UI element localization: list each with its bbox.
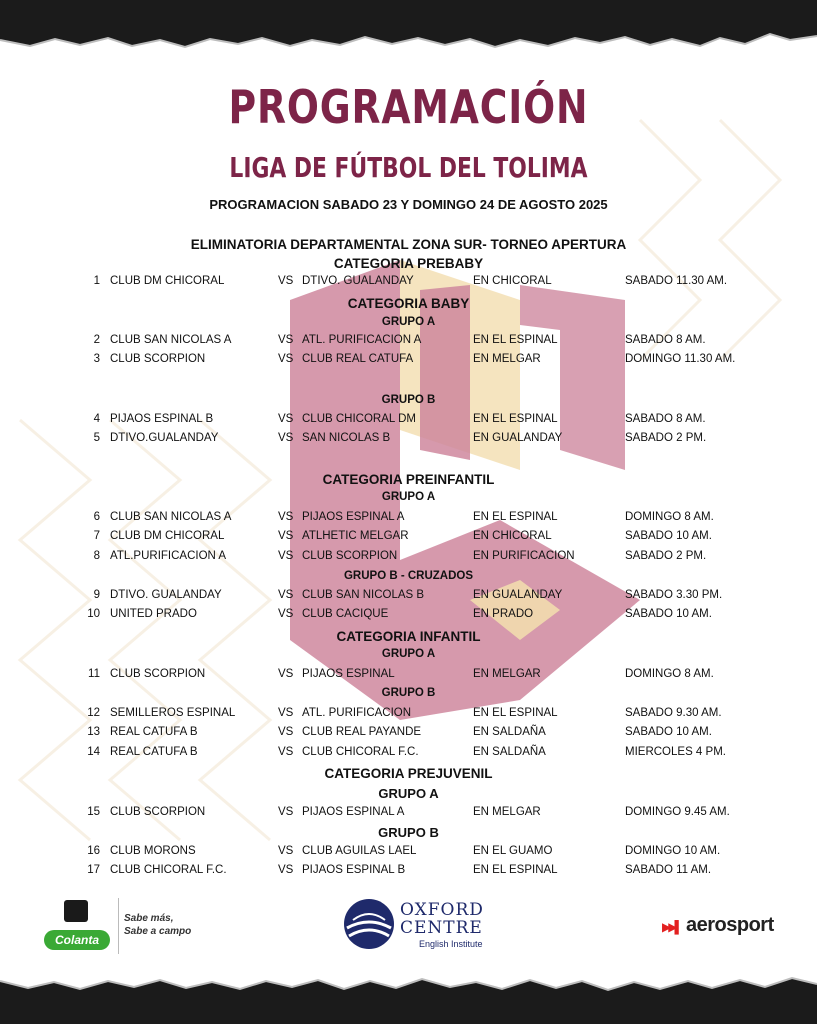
match-num: 13: [87, 726, 100, 738]
match-home: CLUB SAN NICOLAS A: [110, 334, 232, 346]
match-venue: EN SALDAÑA: [473, 746, 546, 758]
match-time: MIERCOLES 4 PM.: [625, 746, 726, 758]
match-away: DTIVO. GUALANDAY: [302, 275, 414, 287]
match-num: 15: [87, 806, 100, 818]
page-title: PROGRAMACIÓN: [228, 80, 589, 134]
match-num: 4: [93, 413, 100, 425]
colanta-wordmark: Colanta: [44, 930, 110, 950]
match-away: PIJAOS ESPINAL: [302, 668, 395, 680]
category-heading-infantil: CATEGORIA INFANTIL: [336, 629, 481, 644]
match-vs: VS: [278, 413, 294, 425]
match-venue: EN EL ESPINAL: [473, 334, 558, 346]
match-time: SABADO 9.30 AM.: [625, 707, 722, 719]
category-heading-prebaby: CATEGORIA PREBABY: [333, 256, 484, 271]
match-vs: VS: [278, 707, 294, 719]
match-home: DTIVO. GUALANDAY: [110, 589, 222, 601]
match-venue: EN GUALANDAY: [473, 589, 563, 601]
match-row: [0, 511, 817, 527]
match-row: [0, 353, 817, 369]
match-row: [0, 550, 817, 566]
match-venue: EN EL ESPINAL: [473, 413, 558, 425]
match-row: [0, 530, 817, 546]
match-time: SABADO 10 AM.: [625, 608, 712, 620]
match-time: DOMINGO 8 AM.: [625, 511, 714, 523]
match-home: REAL CATUFA B: [110, 746, 198, 758]
group-heading-preinfantil-b: GRUPO B - CRUZADOS: [343, 570, 474, 582]
group-heading-preinfantil-a: GRUPO A: [381, 491, 436, 503]
match-home: REAL CATUFA B: [110, 726, 198, 738]
match-num: 1: [93, 275, 100, 287]
oxford-line-3: English Institute: [419, 939, 483, 949]
colanta-logo: [44, 900, 114, 960]
match-away: ATL. PURIFICACION A: [302, 334, 422, 346]
match-row: [0, 707, 817, 723]
category-heading-preinfantil: CATEGORIA PREINFANTIL: [322, 472, 495, 487]
match-away: CLUB REAL PAYANDE: [302, 726, 422, 738]
group-heading-baby-b: GRUPO B: [381, 394, 436, 406]
tournament-heading: ELIMINATORIA DEPARTAMENTAL ZONA SUR- TORNEO APERTURA: [190, 237, 627, 252]
match-home: CLUB SCORPION: [110, 668, 206, 680]
match-row: [0, 746, 817, 762]
match-vs: VS: [278, 550, 294, 562]
match-time: SABADO 2 PM.: [625, 432, 707, 444]
match-num: 3: [93, 353, 100, 365]
match-vs: VS: [278, 806, 294, 818]
match-vs: VS: [278, 511, 294, 523]
match-row: [0, 589, 817, 605]
match-home: CLUB MORONS: [110, 845, 196, 857]
match-num: 8: [93, 550, 100, 562]
group-heading-infantil-a: GRUPO A: [381, 648, 436, 660]
group-heading-prejuvenil-b: GRUPO B: [378, 825, 439, 840]
match-time: SABADO 10 AM.: [625, 726, 712, 738]
schedule-date: PROGRAMACION SABADO 23 Y DOMINGO 24 DE AGOSTO 2025: [209, 197, 608, 212]
group-heading-baby-a: GRUPO A: [381, 316, 436, 328]
match-vs: VS: [278, 530, 294, 542]
match-time: SABADO 2 PM.: [625, 550, 707, 562]
match-home: UNITED PRADO: [110, 608, 197, 620]
match-venue: EN CHICORAL: [473, 275, 552, 287]
match-row: [0, 275, 817, 291]
match-time: SABADO 3.30 PM.: [625, 589, 723, 601]
match-time: SABADO 11 AM.: [625, 864, 712, 876]
match-row: [0, 334, 817, 350]
aerosport-arrows-icon: ▶▶▌: [662, 920, 680, 934]
match-away: SAN NICOLAS B: [302, 432, 391, 444]
match-time: SABADO 10 AM.: [625, 530, 712, 542]
match-venue: EN PURIFICACION: [473, 550, 575, 562]
match-venue: EN MELGAR: [473, 353, 541, 365]
match-row: [0, 608, 817, 624]
match-vs: VS: [278, 275, 294, 287]
match-away: ATL. PURIFICACION: [302, 707, 412, 719]
match-home: DTIVO.GUALANDAY: [110, 432, 219, 444]
match-row: [0, 668, 817, 684]
match-row: [0, 806, 817, 822]
aerosport-wordmark: aerosport: [686, 914, 774, 936]
category-heading-prejuvenil: CATEGORIA PREJUVENIL: [324, 766, 493, 781]
match-time: SABADO 8 AM.: [625, 334, 706, 346]
match-away: CLUB CHICORAL DM: [302, 413, 416, 425]
match-vs: VS: [278, 726, 294, 738]
match-venue: EN CHICORAL: [473, 530, 552, 542]
divider: [118, 898, 119, 954]
match-home: PIJAOS ESPINAL B: [110, 413, 214, 425]
match-away: CLUB REAL CATUFA: [302, 353, 414, 365]
match-venue: EN EL ESPINAL: [473, 707, 558, 719]
oxford-globe-icon: [343, 898, 395, 950]
match-home: CLUB DM CHICORAL: [110, 275, 225, 287]
match-row: [0, 413, 817, 429]
match-vs: VS: [278, 432, 294, 444]
match-venue: EN EL ESPINAL: [473, 511, 558, 523]
match-num: 6: [93, 511, 100, 523]
match-away: CLUB SAN NICOLAS B: [302, 589, 425, 601]
match-home: CLUB DM CHICORAL: [110, 530, 225, 542]
match-vs: VS: [278, 353, 294, 365]
cow-icon: [64, 900, 88, 922]
match-num: 17: [87, 864, 100, 876]
match-vs: VS: [278, 668, 294, 680]
group-heading-infantil-b: GRUPO B: [381, 687, 436, 699]
match-row: [0, 864, 817, 880]
match-time: DOMINGO 10 AM.: [625, 845, 721, 857]
match-home: ATL.PURIFICACION A: [110, 550, 227, 562]
colanta-tagline-2: Sabe a campo: [124, 926, 192, 937]
match-venue: EN MELGAR: [473, 806, 541, 818]
match-away: PIJAOS ESPINAL B: [302, 864, 406, 876]
match-away: PIJAOS ESPINAL A: [302, 806, 405, 818]
match-vs: VS: [278, 608, 294, 620]
match-vs: VS: [278, 589, 294, 601]
match-venue: EN GUALANDAY: [473, 432, 563, 444]
match-home: CLUB SCORPION: [110, 806, 206, 818]
match-venue: EN SALDAÑA: [473, 726, 546, 738]
match-vs: VS: [278, 334, 294, 346]
colanta-tagline-1: Sabe más,: [124, 913, 174, 924]
match-row: [0, 726, 817, 742]
match-away: CLUB CACIQUE: [302, 608, 389, 620]
match-num: 12: [87, 707, 100, 719]
match-venue: EN PRADO: [473, 608, 534, 620]
match-away: CLUB AGUILAS LAEL: [302, 845, 417, 857]
match-venue: EN EL ESPINAL: [473, 864, 558, 876]
match-venue: EN MELGAR: [473, 668, 541, 680]
match-home: CLUB CHICORAL F.C.: [110, 864, 227, 876]
match-vs: VS: [278, 845, 294, 857]
match-num: 10: [87, 608, 100, 620]
league-name: LIGA DE FÚTBOL DEL TOLIMA: [229, 151, 588, 184]
match-away: ATLHETIC MELGAR: [302, 530, 409, 542]
match-time: SABADO 8 AM.: [625, 413, 706, 425]
match-home: CLUB SAN NICOLAS A: [110, 511, 232, 523]
match-time: DOMINGO 11.30 AM.: [625, 353, 736, 365]
match-time: DOMINGO 9.45 AM.: [625, 806, 730, 818]
match-time: DOMINGO 8 AM.: [625, 668, 714, 680]
match-away: PIJAOS ESPINAL A: [302, 511, 405, 523]
match-num: 9: [93, 589, 100, 601]
oxford-line-2: CENTRE: [400, 918, 483, 938]
match-num: 16: [87, 845, 100, 857]
match-time: SABADO 11.30 AM.: [625, 275, 728, 287]
match-row: [0, 845, 817, 861]
match-away: CLUB SCORPION: [302, 550, 398, 562]
match-num: 14: [87, 746, 100, 758]
match-num: 5: [93, 432, 100, 444]
match-vs: VS: [278, 864, 294, 876]
torn-paper-bottom: [0, 954, 817, 1024]
match-away: CLUB CHICORAL F.C.: [302, 746, 419, 758]
match-home: CLUB SCORPION: [110, 353, 206, 365]
match-vs: VS: [278, 746, 294, 758]
category-heading-baby: CATEGORIA BABY: [347, 296, 470, 311]
match-num: 7: [93, 530, 100, 542]
match-num: 11: [88, 668, 100, 680]
match-home: SEMILLEROS ESPINAL: [110, 707, 236, 719]
match-row: [0, 432, 817, 448]
group-heading-prejuvenil-a: GRUPO A: [378, 786, 439, 801]
match-num: 2: [93, 334, 100, 346]
match-venue: EN EL GUAMO: [473, 845, 553, 857]
oxford-line-1: OXFORD: [400, 900, 484, 920]
